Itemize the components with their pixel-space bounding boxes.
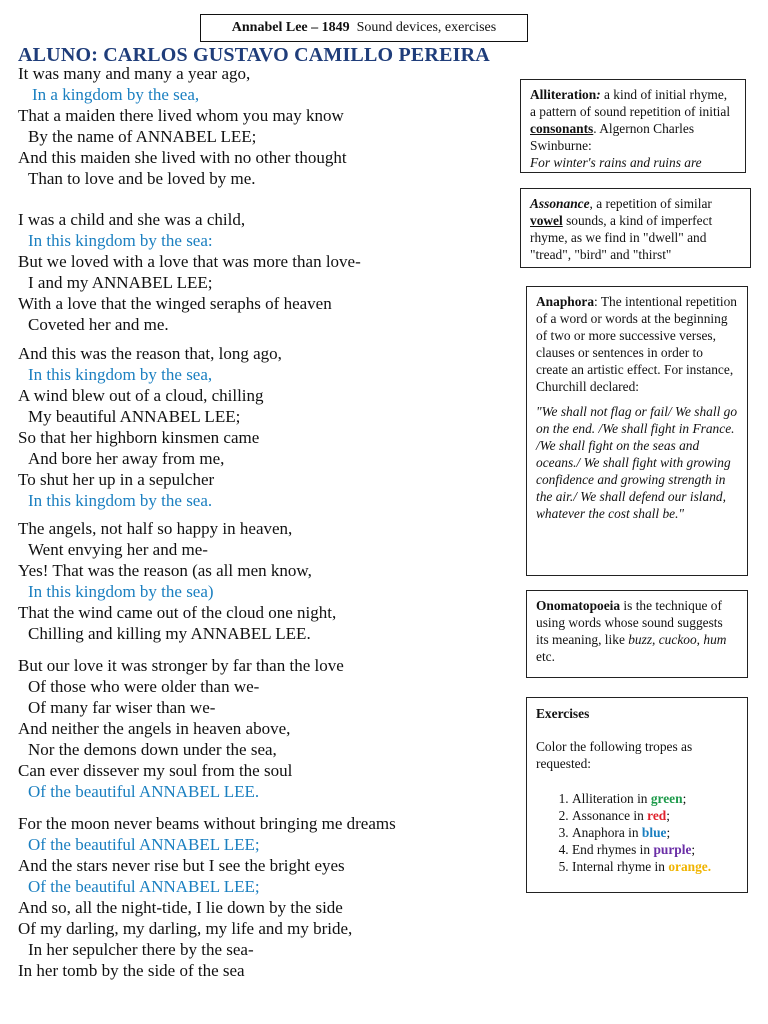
alliteration-example: For winter's rains and ruins are xyxy=(530,155,702,170)
poem-line: That a maiden there lived whom you may know xyxy=(18,106,344,125)
poem-line: So that her highborn kinsmen came xyxy=(18,428,260,447)
onomatopoeia-comma: , xyxy=(696,632,704,647)
assonance-def-2: sounds, a kind of imperfect rhyme, as we find in "dwell" and "tread", "bird" and "thirst" xyxy=(530,213,713,262)
alliteration-def-2: . Algernon Charles Swinburne: xyxy=(530,121,695,153)
poem-line: Of those who were older than we- xyxy=(28,677,260,696)
poem-line: For the moon never beams without bringing me dreams xyxy=(18,814,396,833)
poem-line: I and my ANNABEL LEE; xyxy=(28,273,213,292)
poem-line: And the stars never rise but I see the bright eyes xyxy=(18,856,345,875)
poem-line: In this kingdom by the sea. xyxy=(28,491,213,510)
exercise-item: 1. Alliteration in green; xyxy=(572,790,738,807)
poem-line: In this kingdom by the sea: xyxy=(28,231,213,250)
onomatopoeia-definition: is the technique of using words whose sound suggests its meaning, like xyxy=(536,598,723,647)
poem-line: In a kingdom by the sea, xyxy=(32,85,200,104)
exercises-instruction: Color the following tropes as requested: xyxy=(536,739,693,771)
poem-line: Of many far wiser than we- xyxy=(28,698,216,717)
student-name: ALUNO: CARLOS GUSTAVO CAMILLO PEREIRA xyxy=(18,44,490,66)
poem-line: I was a child and she was a child, xyxy=(18,210,246,229)
poem-line: And so, all the night-tide, I lie down by the side xyxy=(18,898,343,917)
onomatopoeia-etc: etc. xyxy=(536,649,555,664)
poem-line: By the name of ANNABEL LEE; xyxy=(28,127,257,146)
poem-line: It was many and many a year ago, xyxy=(18,64,251,83)
assonance-box xyxy=(520,188,751,268)
poem-line: Can ever dissever my soul from the soul xyxy=(18,761,293,780)
poem-line: In her sepulcher there by the sea- xyxy=(28,940,254,959)
poem-line: Of my darling, my darling, my life and my bride, xyxy=(18,919,353,938)
poem-line: That the wind came out of the cloud one night, xyxy=(18,603,337,622)
poem-line: Of the beautiful ANNABEL LEE. xyxy=(28,782,260,801)
poem-line: To shut her up in a sepulcher xyxy=(18,470,215,489)
exercises-title: Exercises xyxy=(536,706,590,721)
alliteration-keyword: consonants xyxy=(530,121,594,136)
alliteration-colon: : xyxy=(596,87,601,102)
poem-line: Of the beautiful ANNABEL LEE; xyxy=(28,877,260,896)
exercise-item: 4. End rhymes in purple; xyxy=(572,841,738,858)
poem-line: Yes! That was the reason (as all men know, xyxy=(18,561,312,580)
exercise-item: 2. Assonance in red; xyxy=(572,807,738,824)
alliteration-def-1: a kind of initial rhyme, a pattern of sound repetition of initial xyxy=(530,87,731,119)
poem-line: And this maiden she lived with no other thought xyxy=(18,148,347,167)
poem-line: Coveted her and me. xyxy=(28,315,169,334)
poem-line: In this kingdom by the sea) xyxy=(28,582,214,601)
assonance-keyword: vowel xyxy=(530,213,563,228)
poem-title: Annabel Lee xyxy=(231,20,308,35)
poem-line: Nor the demons down under the sea, xyxy=(28,740,277,759)
assonance-term: Assonance xyxy=(530,196,590,211)
assonance-def-1: , a repetition of similar xyxy=(589,196,712,211)
title-box xyxy=(200,14,528,42)
alliteration-term: Alliteration xyxy=(530,87,597,102)
poem-line: And this was the reason that, long ago, xyxy=(18,344,282,363)
title-dash: – xyxy=(307,20,322,35)
title-subtitle: Sound devices, exercises xyxy=(356,20,497,35)
poem-line: A wind blew out of a cloud, chilling xyxy=(18,386,264,405)
anaphora-term: Anaphora xyxy=(536,294,595,309)
poem-line: In this kingdom by the sea, xyxy=(28,365,213,384)
alliteration-box xyxy=(520,79,746,173)
poem-line: In her tomb by the side of the sea xyxy=(18,961,245,980)
onomatopoeia-box xyxy=(526,590,748,678)
poem-line: My beautiful ANNABEL LEE; xyxy=(28,407,241,426)
poem-line: But we loved with a love that was more than love- xyxy=(18,252,361,271)
poem-line: But our love it was stronger by far than the love xyxy=(18,656,344,675)
poem-line: Of the beautiful ANNABEL LEE; xyxy=(28,835,260,854)
poem-line: The angels, not half so happy in heaven, xyxy=(18,519,293,538)
poem-line: With a love that the winged seraphs of heaven xyxy=(18,294,332,313)
poem-line: Went envying her and me- xyxy=(28,540,208,559)
anaphora-definition: : The intentional repetition of a word or words at the beginning of two or more successive verses, clauses or sentences in order to create an artistic effect. For instance, Churchill declared: xyxy=(536,294,737,394)
onomatopoeia-term: Onomatopoeia xyxy=(536,598,621,613)
poem-line: And bore her away from me, xyxy=(28,449,225,468)
anaphora-quote: "We shall not flag or fail/ We shall go on the end. /We shall fight in France. /We shall fight on the seas and oceans./ We shall fight with growing confidence and growing strength in the air./ We shall defend our island, whatever the cost shall be." xyxy=(536,404,738,521)
exercises-list xyxy=(536,790,738,875)
onomatopoeia-hum: hum xyxy=(703,632,727,647)
poem-line: Than to love and be loved by me. xyxy=(28,169,256,188)
onomatopoeia-examples: buzz, cuckoo xyxy=(628,632,697,647)
poem-line: And neither the angels in heaven above, xyxy=(18,719,291,738)
anaphora-box xyxy=(526,286,748,576)
poem-year: 1849 xyxy=(321,20,350,35)
exercise-item: 3. Anaphora in blue; xyxy=(572,824,738,841)
poem-line: Chilling and killing my ANNABEL LEE. xyxy=(28,624,311,643)
exercise-item: 5. Internal rhyme in orange. xyxy=(572,858,738,875)
exercises-box xyxy=(526,697,748,893)
